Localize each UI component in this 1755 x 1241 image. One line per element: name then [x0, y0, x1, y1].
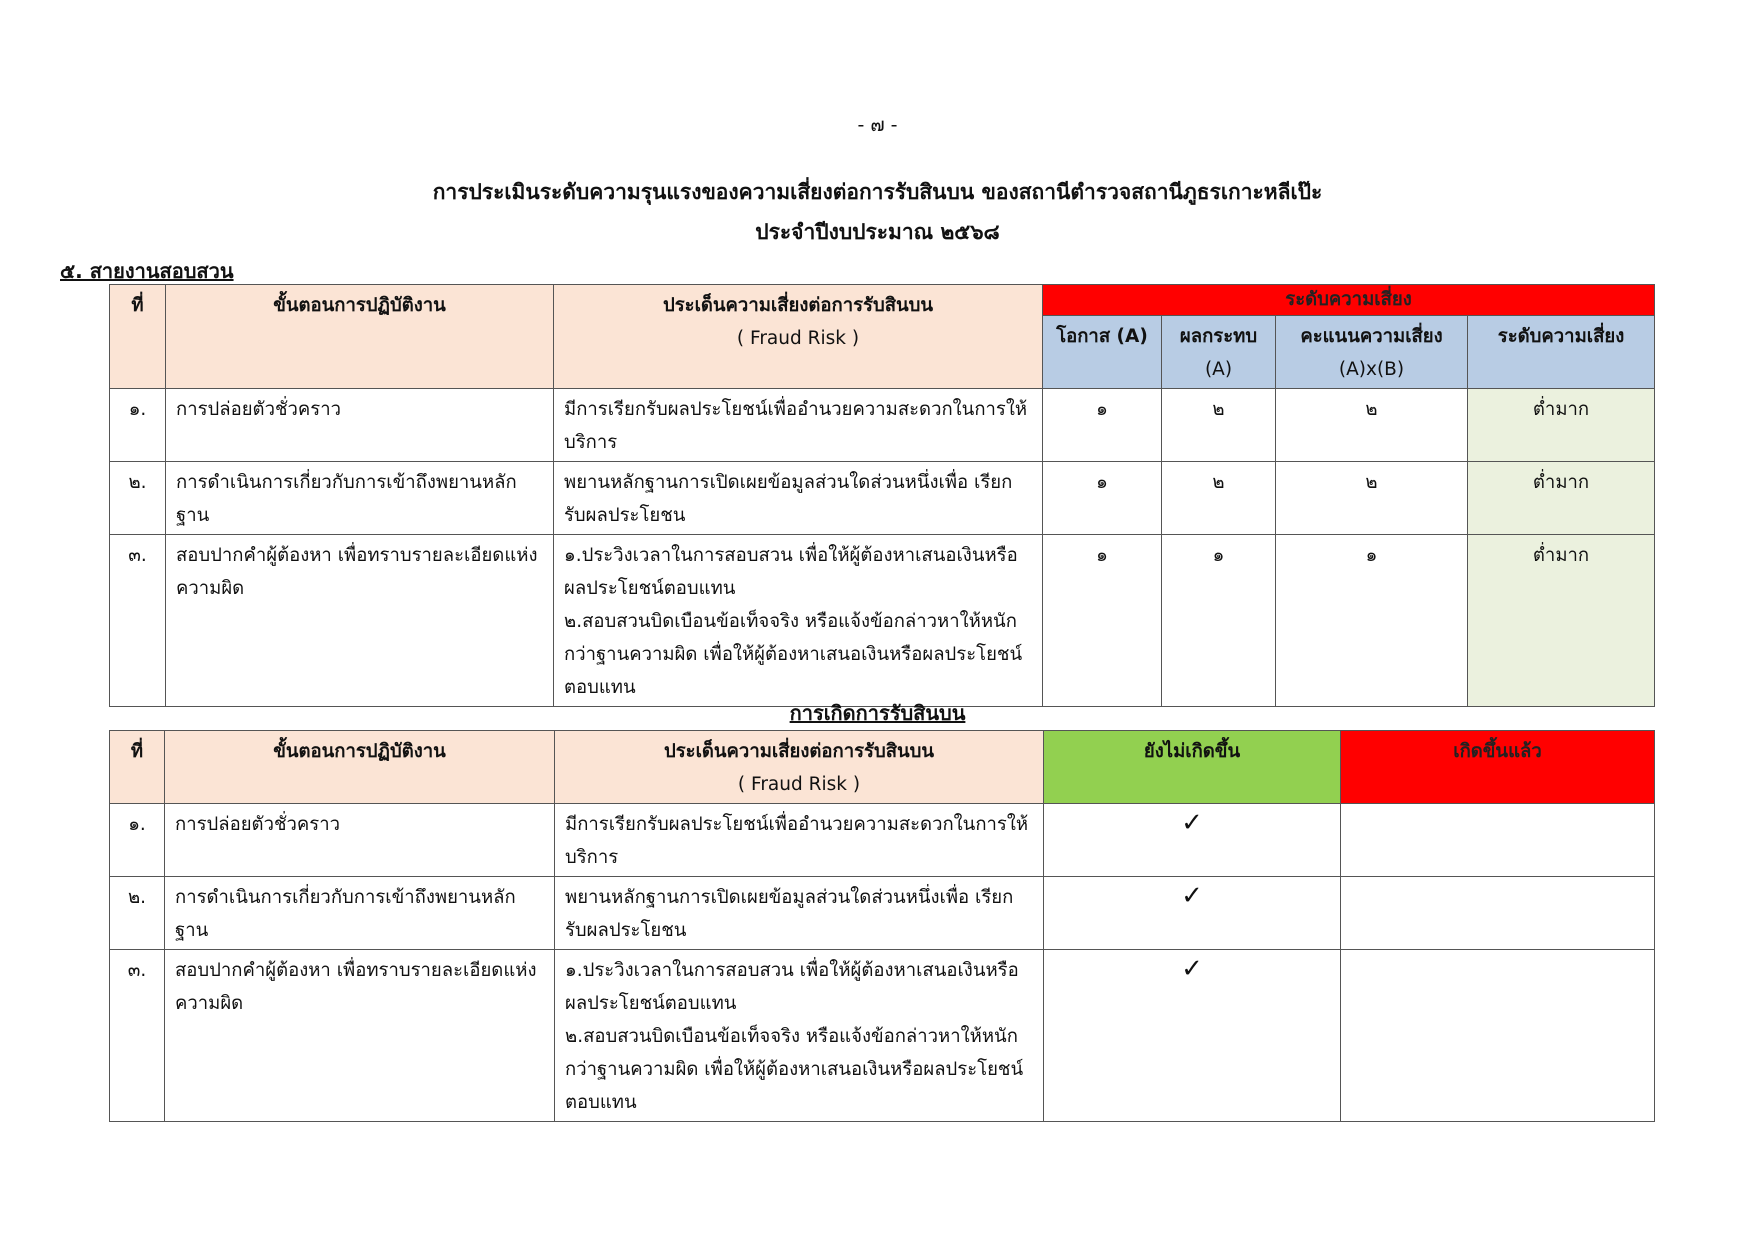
- occurrence-heading: การเกิดการรับสินบน: [789, 701, 966, 725]
- row-issue: พยานหลักฐานการเปิดเผยข้อมูลส่วนใดส่วนหนึ่งเพื่อ เรียกรับผลประโยชน: [555, 877, 1044, 950]
- row-score: ๒: [1276, 462, 1468, 535]
- row-issue: พยานหลักฐานการเปิดเผยข้อมูลส่วนใดส่วนหนึ่งเพื่อ เรียกรับผลประโยชน: [554, 462, 1043, 535]
- row-not-occurred: [1044, 804, 1341, 877]
- page-number: - ๗ -: [857, 114, 898, 136]
- table-row: [110, 535, 1655, 707]
- row-level: ต่ำมาก: [1468, 535, 1655, 707]
- row-no: ๑.: [110, 804, 165, 877]
- row-impact: ๑: [1162, 535, 1276, 707]
- row-impact: ๒: [1162, 462, 1276, 535]
- occurrence-table: [109, 730, 1655, 1122]
- header-issue-label: ประเด็นความเสี่ยงต่อการรับสินบน: [662, 295, 934, 316]
- check-mark-icon: ✓: [1181, 881, 1203, 911]
- table-row: [110, 950, 1655, 1122]
- row-process: สอบปากคำผู้ต้องหา เพื่อทราบรายละเอียดแห่งความผิด: [166, 535, 554, 707]
- header-impact: [1162, 316, 1276, 389]
- row-process: การดำเนินการเกี่ยวกับการเข้าถึงพยานหลักฐาน: [166, 462, 554, 535]
- row-level: ต่ำมาก: [1468, 462, 1655, 535]
- row-no: ๑.: [110, 389, 166, 462]
- row-issue: มีการเรียกรับผลประโยชน์เพื่ออำนวยความสะดวกในการให้บริการ: [555, 804, 1044, 877]
- row-issue: [555, 950, 1044, 1122]
- header-score-sub: (A)x(B): [1338, 359, 1405, 380]
- header-risk-level: ระดับความเสี่ยง: [1043, 285, 1655, 316]
- row-process: การดำเนินการเกี่ยวกับการเข้าถึงพยานหลักฐาน: [165, 877, 555, 950]
- row-no: ๒.: [110, 877, 165, 950]
- row-score: ๑: [1276, 535, 1468, 707]
- row-no: ๒.: [110, 462, 166, 535]
- header-score: [1276, 316, 1468, 389]
- row-occurred: [1341, 804, 1655, 877]
- row-process: การปล่อยตัวชั่วคราว: [165, 804, 555, 877]
- row-occurred: [1341, 877, 1655, 950]
- header-issue-en: ( Fraud Risk ): [737, 774, 861, 795]
- row-occurred: [1341, 950, 1655, 1122]
- header-occurred: เกิดขึ้นแล้ว: [1341, 731, 1655, 804]
- header-not-occurred: ยังไม่เกิดขึ้น: [1044, 731, 1341, 804]
- table-header-row: [110, 285, 1655, 316]
- check-mark-icon: ✓: [1181, 954, 1203, 984]
- header-chance: โอกาส (A): [1043, 316, 1162, 389]
- table-row: [110, 877, 1655, 950]
- row-issue-b: ๒.สอบสวนบิดเบือนข้อเท็จจริง หรือแจ้งข้อกล่าวหาให้หนักกว่าฐานความผิด เพื่อให้ผู้ต้องหาเสนอเงินหรือผลประโยชน์ตอบแทน: [564, 611, 1023, 698]
- row-chance: ๑: [1043, 462, 1162, 535]
- header-impact-sub: (A): [1204, 359, 1233, 380]
- row-level: ต่ำมาก: [1468, 389, 1655, 462]
- row-issue: มีการเรียกรับผลประโยชน์เพื่ออำนวยความสะดวกในการให้บริการ: [554, 389, 1043, 462]
- row-score: ๒: [1276, 389, 1468, 462]
- row-process: สอบปากคำผู้ต้องหา เพื่อทราบรายละเอียดแห่งความผิด: [165, 950, 555, 1122]
- row-issue: [554, 535, 1043, 707]
- row-issue-b: ๒.สอบสวนบิดเบือนข้อเท็จจริง หรือแจ้งข้อกล่าวหาให้หนักกว่าฐานความผิด เพื่อให้ผู้ต้องหาเสนอเงินหรือผลประโยชน์ตอบแทน: [565, 1026, 1024, 1113]
- table-header-row: [110, 731, 1655, 804]
- risk-assessment-table: [109, 284, 1655, 707]
- header-no: ที่: [110, 731, 165, 804]
- check-mark-icon: ✓: [1181, 808, 1203, 838]
- row-chance: ๑: [1043, 389, 1162, 462]
- table-row: [110, 804, 1655, 877]
- header-score-label: คะแนนความเสี่ยง: [1300, 326, 1443, 347]
- header-impact-label: ผลกระทบ: [1179, 326, 1258, 347]
- header-no: ที่: [110, 285, 166, 389]
- table-row: [110, 389, 1655, 462]
- table-row: [110, 462, 1655, 535]
- header-issue: [555, 731, 1044, 804]
- row-issue-a: ๑.ประวิงเวลาในการสอบสวน เพื่อให้ผู้ต้องหาเสนอเงินหรือผลประโยชน์ตอบแทน: [564, 545, 1018, 599]
- document-title: การประเมินระดับความรุนแรงของความเสี่ยงต่อการรับสินบน ของสถานีตำรวจสถานีภูธรเกาะหลีเป๊ะ: [432, 180, 1323, 204]
- header-issue: [554, 285, 1043, 389]
- row-impact: ๒: [1162, 389, 1276, 462]
- row-not-occurred: [1044, 950, 1341, 1122]
- document-subtitle: ประจำปีงบประมาณ ๒๕๖๘: [755, 220, 1000, 244]
- header-process: ขั้นตอนการปฏิบัติงาน: [165, 731, 555, 804]
- header-issue-label: ประเด็นความเสี่ยงต่อการรับสินบน: [663, 741, 935, 762]
- section-heading: ๕. สายงานสอบสวน: [60, 259, 234, 283]
- header-issue-en: ( Fraud Risk ): [736, 328, 860, 349]
- row-no: ๓.: [110, 950, 165, 1122]
- row-issue-a: ๑.ประวิงเวลาในการสอบสวน เพื่อให้ผู้ต้องหาเสนอเงินหรือผลประโยชน์ตอบแทน: [565, 960, 1019, 1014]
- row-not-occurred: [1044, 877, 1341, 950]
- header-process: ขั้นตอนการปฏิบัติงาน: [166, 285, 554, 389]
- header-level: ระดับความเสี่ยง: [1468, 316, 1655, 389]
- row-chance: ๑: [1043, 535, 1162, 707]
- row-process: การปล่อยตัวชั่วคราว: [166, 389, 554, 462]
- row-no: ๓.: [110, 535, 166, 707]
